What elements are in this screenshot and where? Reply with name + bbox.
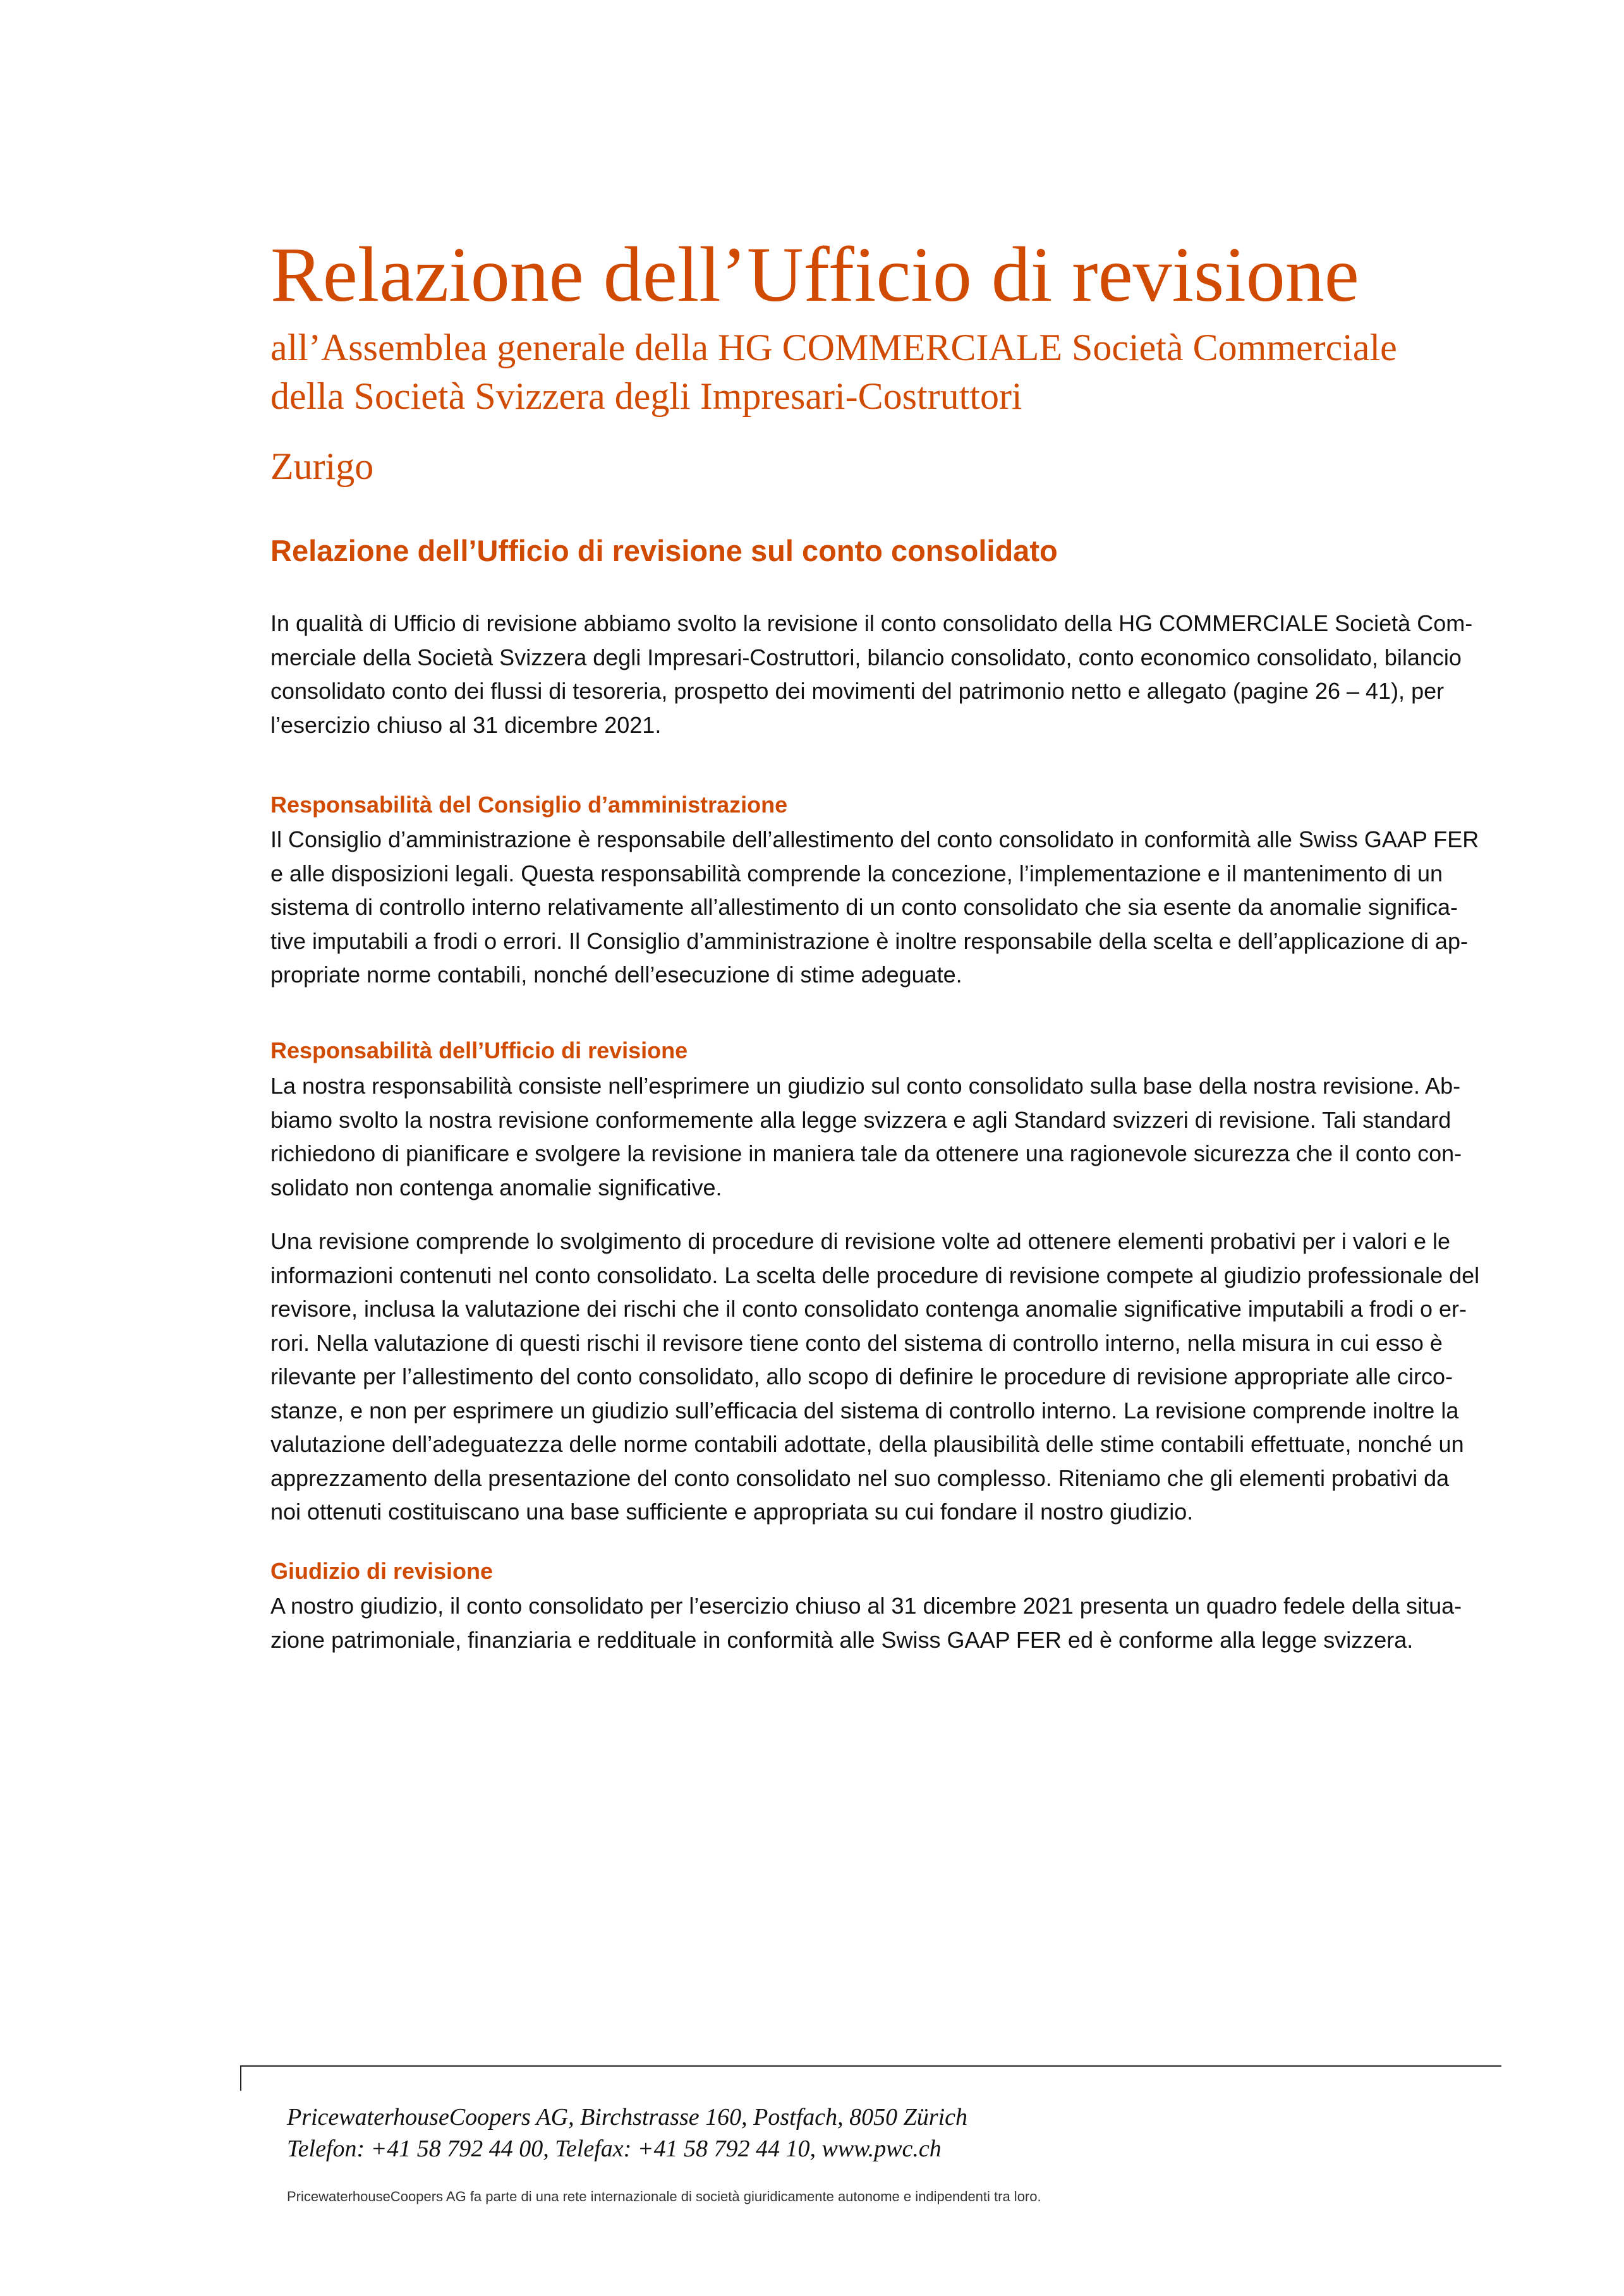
text-line: rilevante per l’allestimento del conto consolidato, allo scopo di definire le procedure di revisione appropriate alle circo-: [270, 1363, 1453, 1389]
text-line: noi ottenuti costituiscano una base sufficiente e appropriata su cui fondare il nostro giudizio.: [270, 1499, 1194, 1525]
board-responsibility-heading: Responsabilità del Consiglio d’amministrazione: [270, 792, 788, 818]
subtitle-line: della Società Svizzera degli Impresari-Costruttori: [270, 375, 1022, 417]
subtitle-line: all’Assemblea generale della HG COMMERCIALE Società Commerciale: [270, 327, 1397, 368]
text-line: sistema di controllo interno relativamente all’allestimento di un conto consolidato che sia esente da anomalie significa-: [270, 894, 1458, 920]
report-subtitle: [270, 323, 1397, 421]
audit-opinion-paragraph: [270, 1589, 1513, 1657]
text-line: apprezzamento della presentazione del conto consolidato nel suo complesso. Riteniamo che gli elementi probativi da: [270, 1465, 1450, 1491]
auditor-responsibility-paragraph-1: [270, 1069, 1513, 1204]
text-line: consolidato conto dei flussi di tesoreria, prospetto dei movimenti del patrimonio netto e allegato (pagine 26 – 41), per: [270, 678, 1445, 704]
report-title: Relazione dell’Ufficio di revisione: [270, 231, 1359, 318]
text-line: biamo svolto la nostra revisione conformemente alla legge svizzera e agli Standard svizzeri di revisione. Tali standard: [270, 1106, 1451, 1133]
board-responsibility-paragraph: [270, 823, 1513, 992]
footer-contact-line: Telefon: +41 58 792 44 00, Telefax: +41 58 792 44 10, www.pwc.ch: [287, 2136, 942, 2162]
auditor-responsibility-paragraph-2: [270, 1224, 1513, 1529]
text-line: valutazione dell’adeguatezza delle norme contabili adottate, della plausibilità delle stime contabili effettuate, nonché un: [270, 1431, 1464, 1457]
text-line: l’esercizio chiuso al 31 dicembre 2021.: [270, 711, 662, 738]
footer-divider-tick: [240, 2065, 241, 2091]
text-line: In qualità di Ufficio di revisione abbiamo svolto la revisione il conto consolidato della HG COMMERCIALE Società Com-: [270, 610, 1473, 636]
footer-divider: [240, 2065, 1501, 2067]
text-line: informazioni contenuti nel conto consolidato. La scelta delle procedure di revisione compete al giudizio professionale del: [270, 1262, 1480, 1288]
footer-legal-note: PricewaterhouseCoopers AG fa parte di una rete internazionale di società giuridicamente autonome e indipendenti tra loro.: [287, 2189, 1041, 2204]
text-line: solidato non contenga anomalie significative.: [270, 1174, 722, 1200]
text-line: revisore, inclusa la valutazione dei rischi che il conto consolidato contenga anomalie significative imputabili a frodi o er-: [270, 1296, 1467, 1322]
footer-address-line: PricewaterhouseCoopers AG, Birchstrasse 160, Postfach, 8050 Zürich: [287, 2104, 967, 2130]
footer-address: [287, 2101, 967, 2165]
text-line: e alle disposizioni legali. Questa responsabilità comprende la concezione, l’implementazione e il mantenimento di un: [270, 860, 1443, 886]
text-line: zione patrimoniale, finanziaria e reddituale in conformità alle Swiss GAAP FER ed è conforme alla legge svizzera.: [270, 1626, 1414, 1653]
text-line: merciale della Società Svizzera degli Impresari-Costruttori, bilancio consolidato, conto economico consolidato, bilancio: [270, 644, 1462, 670]
section-title: Relazione dell’Ufficio di revisione sul conto consolidato: [270, 534, 1058, 567]
text-line: stanze, e non per esprimere un giudizio sull’efficacia del sistema di controllo interno. La revisione comprende inoltre la: [270, 1397, 1459, 1423]
intro-paragraph: [270, 607, 1513, 742]
auditor-responsibility-heading: Responsabilità dell’Ufficio di revisione: [270, 1037, 688, 1063]
text-line: La nostra responsabilità consiste nell’esprimere un giudizio sul conto consolidato sulla base della nostra revisione. Ab-: [270, 1073, 1461, 1099]
text-line: rori. Nella valutazione di questi rischi il revisore tiene conto del sistema di controllo interno, nella misura in cui esso è: [270, 1329, 1443, 1356]
text-line: tive imputabili a frodi o errori. Il Consiglio d’amministrazione è inoltre responsabile della scelta e dell’applicazione di ap-: [270, 927, 1468, 954]
audit-opinion-heading: Giudizio di revisione: [270, 1558, 494, 1584]
text-line: A nostro giudizio, il conto consolidato per l’esercizio chiuso al 31 dicembre 2021 presenta un quadro fedele della situa-: [270, 1593, 1462, 1619]
text-line: richiedono di pianificare e svolgere la revisione in maniera tale da ottenere una ragionevole sicurezza che il conto con-: [270, 1140, 1462, 1166]
text-line: Una revisione comprende lo svolgimento di procedure di revisione volte ad ottenere elementi probativi per i valori e le: [270, 1228, 1451, 1254]
city: Zurigo: [270, 445, 374, 487]
text-line: Il Consiglio d’amministrazione è responsabile dell’allestimento del conto consolidato in conformità alle Swiss GAAP FER: [270, 826, 1479, 852]
text-line: propriate norme contabili, nonché dell’esecuzione di stime adeguate.: [270, 962, 962, 988]
